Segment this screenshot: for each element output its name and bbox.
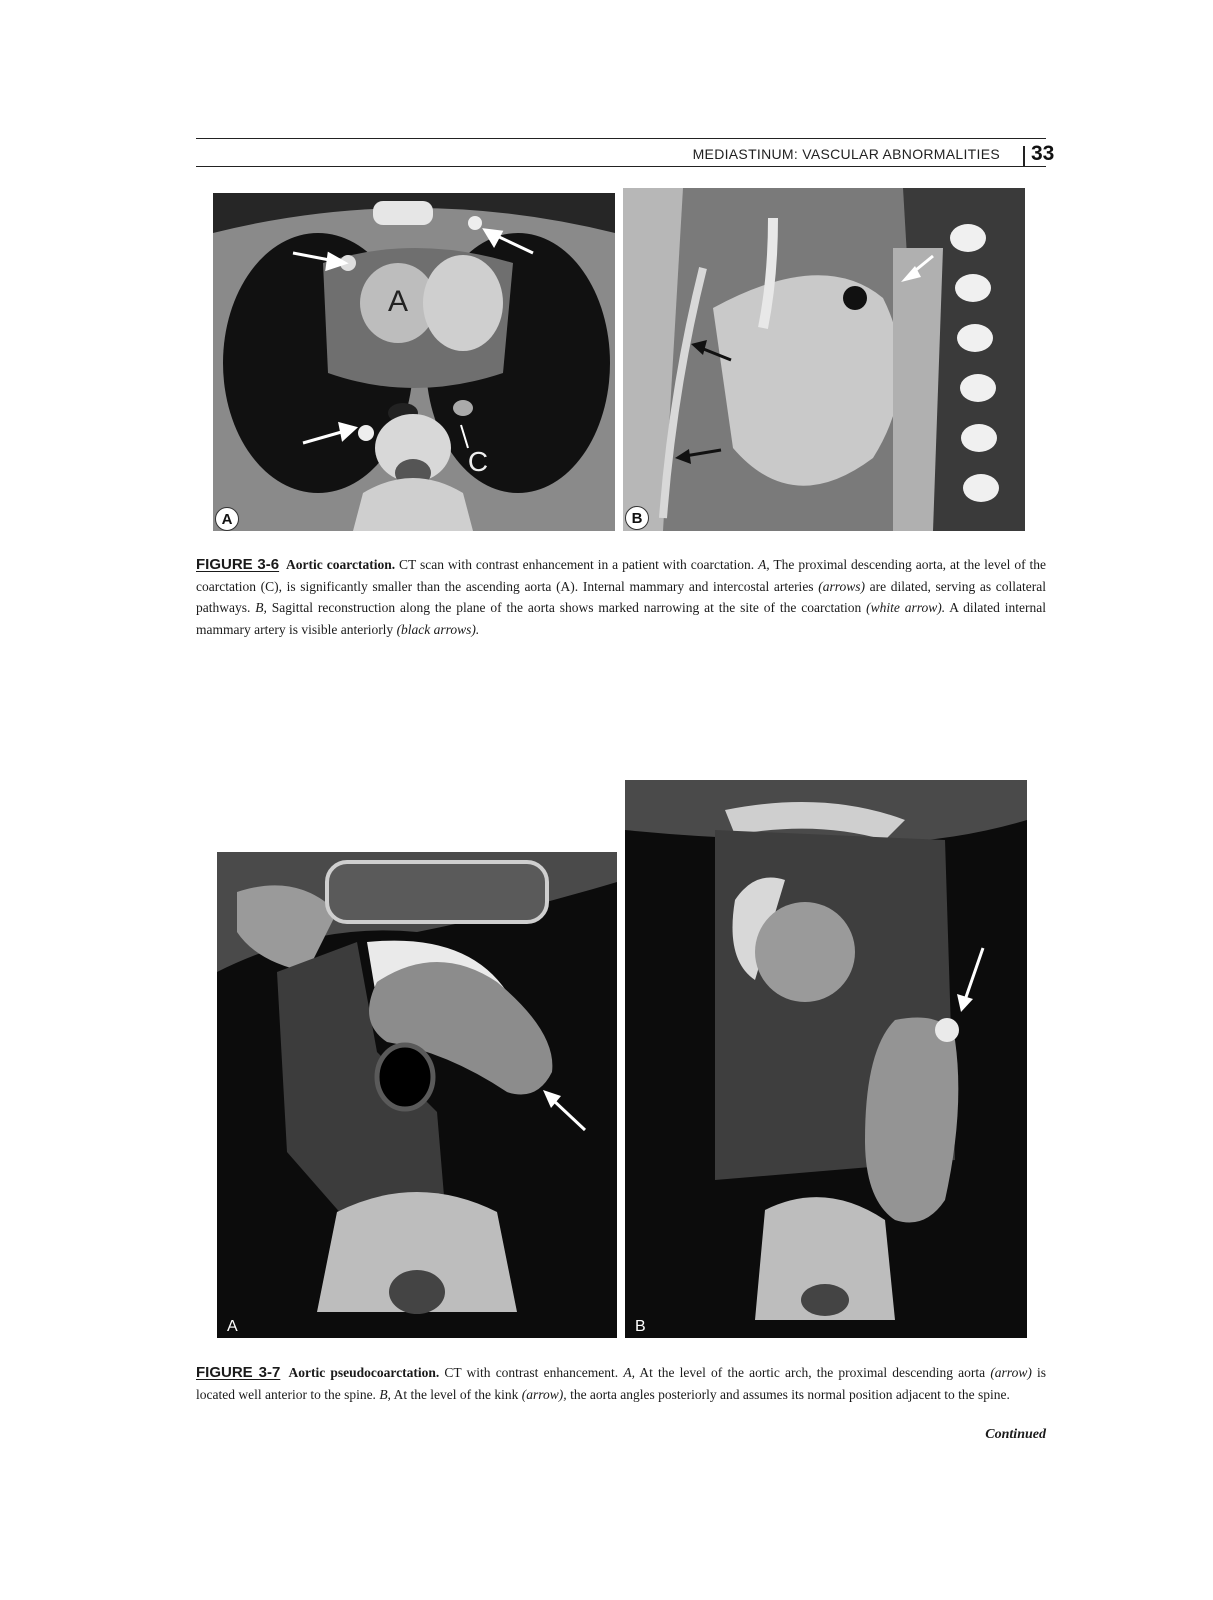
- caption-panel-ref: B,: [255, 600, 267, 615]
- figure-3-7-caption: [196, 1362, 1046, 1405]
- caption-text: At the level of the aortic arch, the proximal descending aorta: [634, 1365, 991, 1380]
- panel-label-b: B: [625, 506, 649, 530]
- caption-text: the aorta angles posteriorly and assumes its normal position adjacent to the spine.: [566, 1386, 1010, 1402]
- panel-label-a: A: [227, 1318, 238, 1335]
- caption-text: A dilated internal mammary artery is visible anteriorly: [196, 600, 1047, 637]
- figure-3-7-panel-a-image: [217, 852, 617, 1338]
- caption-emphasis: (arrows): [818, 578, 865, 594]
- figure-title: Aortic coarctation.: [286, 557, 396, 572]
- figure-number: FIGURE 3-6: [196, 556, 280, 573]
- caption-text: The proximal descending aorta, at the level of the coarctation (C), is significantly smaller than the ascending aorta (A). Internal mammary and intercostal arteries: [196, 557, 1047, 594]
- running-head: MEDIASTINUM: VASCULAR ABNORMALITIES: [692, 146, 1000, 162]
- figure-3-6-caption: [196, 554, 1046, 640]
- caption-panel-ref: A,: [623, 1365, 635, 1380]
- page-number: 33: [1031, 142, 1055, 165]
- header-rule-top: [196, 138, 1046, 139]
- figure-3-6-panel-a-image: [213, 193, 615, 531]
- caption-panel-ref: B,: [379, 1386, 391, 1402]
- caption-text: is located well anterior to the spine.: [196, 1365, 1046, 1402]
- figure-number: FIGURE 3-7: [196, 1364, 281, 1381]
- axial-ct-coarctation: [213, 193, 615, 531]
- caption-emphasis: (white arrow).: [866, 600, 946, 615]
- annotation-a: A: [387, 285, 409, 318]
- figure-3-7-panel-b-image: [625, 780, 1027, 1338]
- caption-emphasis: (arrow): [990, 1365, 1032, 1380]
- header-rule-bottom: [196, 166, 1046, 167]
- annotation-c: C: [467, 446, 489, 477]
- page-number-separator: [1023, 146, 1025, 166]
- caption-text: At the level of the kink: [390, 1386, 522, 1402]
- caption-text: Sagittal reconstruction along the plane of the aorta shows marked narrowing at the site of the coarctation: [266, 600, 867, 615]
- caption-emphasis: (black arrows).: [396, 621, 480, 637]
- caption-text: are dilated, serving as collateral pathways.: [196, 578, 1047, 615]
- caption-panel-ref: A,: [758, 557, 770, 572]
- continued-note: Continued: [985, 1427, 1046, 1442]
- figure-title: Aortic pseudocoarctation.: [288, 1365, 440, 1380]
- caption-text: CT scan with contrast enhancement in a patient with coarctation.: [395, 557, 759, 572]
- panel-label-a: A: [215, 507, 239, 531]
- panel-label-b: B: [635, 1318, 646, 1335]
- axial-ct-pseudocoarctation-arch: [217, 852, 617, 1338]
- axial-ct-pseudocoarctation-kink: [625, 780, 1027, 1338]
- caption-text: CT with contrast enhancement.: [439, 1365, 624, 1380]
- figure-3-6-panel-b-image: [623, 188, 1025, 531]
- sagittal-ct-coarctation: [623, 188, 1025, 531]
- caption-emphasis: (arrow),: [521, 1386, 567, 1402]
